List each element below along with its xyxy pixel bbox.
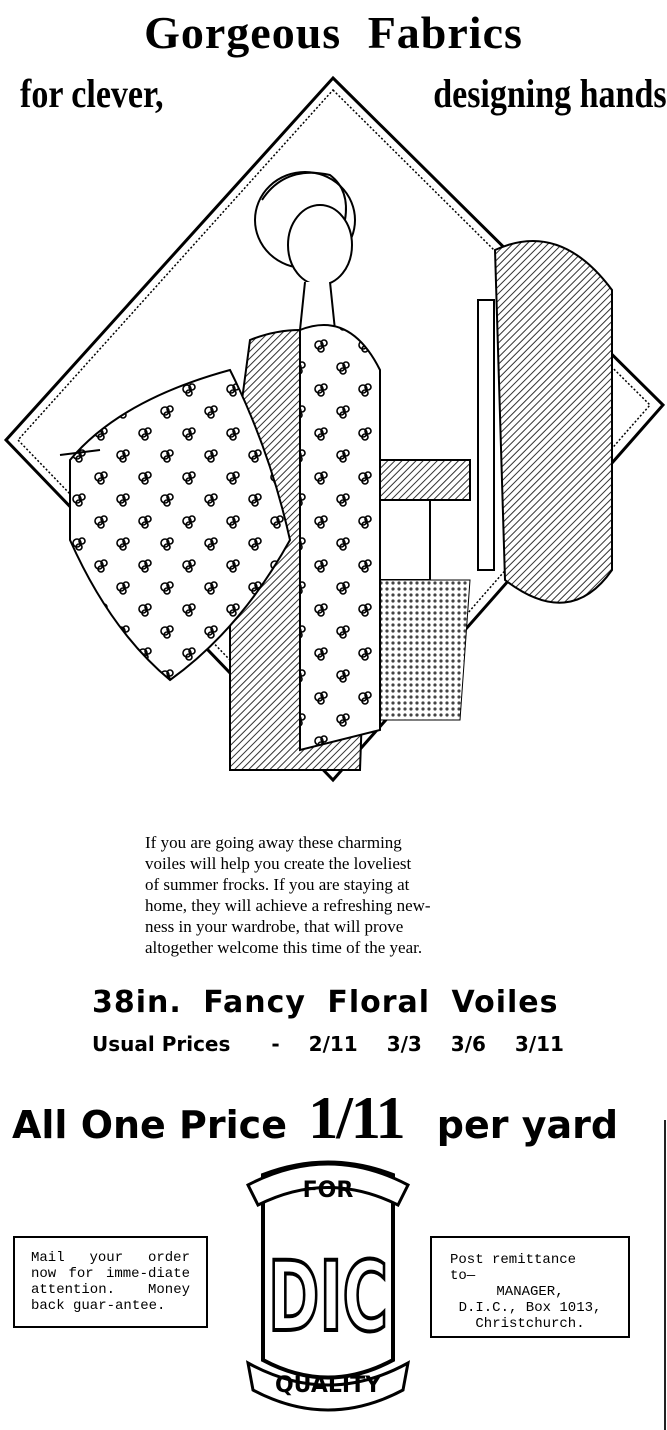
- post-remittance-box: [430, 1236, 630, 1338]
- body-line: of summer frocks. If you are staying at: [145, 875, 410, 894]
- stool: [380, 460, 470, 500]
- neck: [300, 282, 335, 330]
- post-line: Christchurch.: [475, 1316, 585, 1332]
- usual-price: 3/6: [450, 1032, 486, 1056]
- post-line: D.I.C., Box 1013,: [458, 1300, 602, 1316]
- usual-price: 2/11: [308, 1032, 358, 1056]
- mail-order-box: Mail your order now for imme-diate attention. Money back guar-antee.: [13, 1236, 208, 1328]
- face: [288, 205, 352, 285]
- promo-suffix: per yard: [436, 1103, 619, 1147]
- post-line: to—: [450, 1268, 476, 1284]
- body-line: ness in your wardrobe, that will prove: [145, 917, 404, 936]
- promo-line: [12, 1084, 652, 1153]
- scarf: [300, 325, 380, 750]
- usual-price: 3/3: [386, 1032, 422, 1056]
- body-line: If you are going away these charming: [145, 833, 402, 852]
- usual-prices-label: Usual Prices: [92, 1032, 231, 1056]
- subheadline-right: designing hands: [433, 71, 667, 116]
- body-line: voiles will help you create the loveliest: [145, 854, 412, 873]
- post-line: MANAGER,: [496, 1284, 564, 1300]
- body-line: altogether welcome this time of the year.: [145, 938, 423, 957]
- candlestick: [478, 300, 494, 570]
- promo-price: 1/11: [308, 1085, 404, 1151]
- fabric-illustration: [0, 70, 667, 790]
- subheadline-left: for clever,: [20, 71, 164, 116]
- drawers: [380, 500, 430, 580]
- product-title: 38in. Fancy Floral Voiles: [92, 985, 559, 1020]
- dic-quality-logo: [238, 1145, 418, 1417]
- usual-prices: [92, 1032, 564, 1056]
- usual-price: 3/11: [514, 1032, 564, 1056]
- headline: Gorgeous Fabrics: [144, 7, 523, 58]
- logo-bottom-text: QUALITY: [274, 1373, 382, 1398]
- post-line: Post remittance: [450, 1252, 577, 1268]
- usual-prices-separator: -: [271, 1032, 280, 1056]
- body-copy: [145, 832, 517, 958]
- body-line: home, they will achieve a refreshing new-: [145, 896, 431, 915]
- mirror: [495, 241, 612, 603]
- column-rule: [664, 1120, 666, 1430]
- promo-prefix: All One Price: [12, 1103, 287, 1147]
- logo-top-text: FOR: [302, 1178, 354, 1203]
- logo-middle-text: DIC: [268, 1241, 388, 1353]
- floor-shadow: [370, 580, 470, 720]
